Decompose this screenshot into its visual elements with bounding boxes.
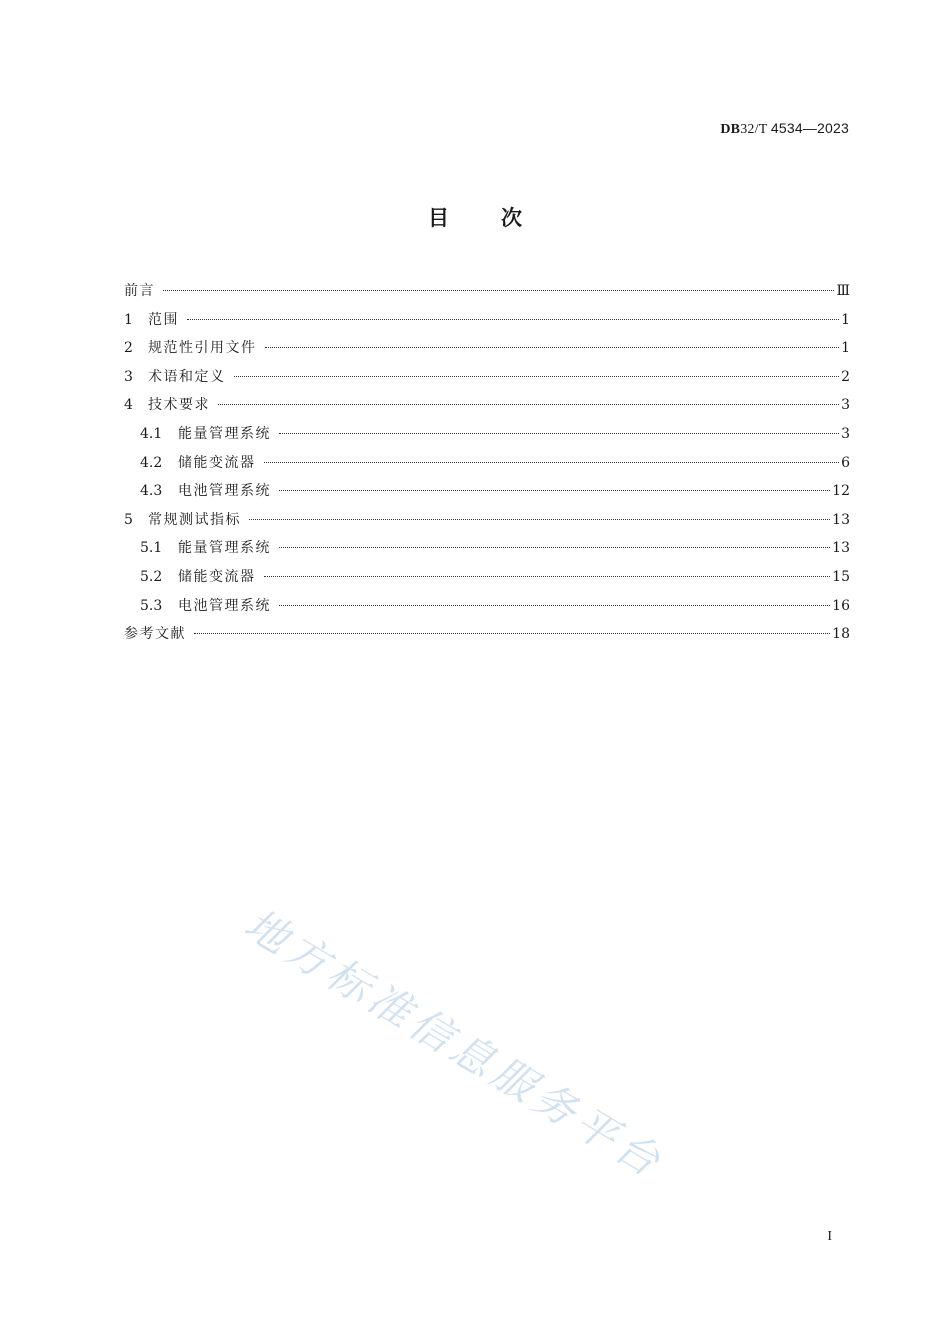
toc-entry-label: 范围	[148, 311, 179, 328]
toc-entry[interactable]	[124, 366, 850, 395]
toc-dot-leader	[279, 421, 839, 434]
toc-entry-page: 15	[832, 568, 850, 585]
toc-entry-number: 4.1	[140, 425, 163, 442]
toc-entry-page: 3	[841, 425, 850, 442]
toc-dot-leader	[249, 507, 830, 520]
toc-entry[interactable]	[124, 452, 850, 481]
toc-entry-label: 电池管理系统	[178, 483, 271, 500]
toc-entry[interactable]	[124, 537, 850, 566]
toc-dot-leader	[163, 278, 834, 291]
toc-entry-label: 储能变流器	[178, 454, 256, 471]
toc-entry[interactable]	[124, 280, 850, 309]
page-number: I	[827, 1229, 832, 1244]
toc-entry-number: 2	[124, 340, 133, 357]
toc-dot-leader	[264, 564, 831, 577]
toc-entry-label: 术语和定义	[148, 368, 226, 385]
toc-entry-number: 5	[124, 511, 133, 528]
toc-entry-page: 16	[832, 597, 850, 614]
toc-entry-number: 5.2	[140, 568, 163, 585]
toc-dot-leader	[264, 450, 840, 463]
toc-entry-label: 能量管理系统	[178, 540, 271, 557]
toc-entry[interactable]	[124, 309, 850, 338]
toc-entry-label: 常规测试指标	[148, 511, 241, 528]
toc-entry-page: 1	[841, 340, 850, 357]
toc-entry-page: 1	[841, 311, 850, 328]
toc-entry[interactable]	[124, 509, 850, 538]
toc-entry-page: 2	[841, 368, 850, 385]
toc-entry-label: 规范性引用文件	[148, 340, 257, 357]
toc-entry-label: 电池管理系统	[178, 597, 271, 614]
toc-entry-page: 12	[832, 483, 850, 500]
toc-entry[interactable]	[124, 337, 850, 366]
toc-entry-label: 储能变流器	[178, 568, 256, 585]
toc-dot-leader	[187, 307, 839, 320]
document-code-number: 4534—2023	[770, 120, 849, 136]
toc-entry-label: 能量管理系统	[178, 425, 271, 442]
toc-dot-leader	[279, 535, 830, 548]
toc-entry-label: 参考文献	[124, 626, 186, 643]
toc-entry-number: 3	[124, 368, 133, 385]
toc-entry-page: Ⅲ	[836, 283, 850, 299]
document-code-prefix: DB	[720, 122, 741, 137]
toc-dot-leader	[234, 364, 840, 377]
toc-entry-page: 13	[832, 540, 850, 557]
toc-entry-page: 3	[841, 397, 850, 414]
toc-entry-number: 4.3	[140, 483, 163, 500]
toc-entry-label: 前言	[124, 283, 155, 299]
watermark: 地方标准信息服务平台	[236, 899, 673, 1189]
toc-dot-leader	[218, 392, 839, 405]
toc-dot-leader	[279, 593, 830, 606]
toc-title: 目次	[428, 206, 574, 230]
toc-entry[interactable]	[124, 623, 850, 652]
table-of-contents	[124, 280, 850, 652]
toc-entry[interactable]	[124, 480, 850, 509]
toc-entry[interactable]	[124, 423, 850, 452]
document-code	[720, 120, 849, 138]
toc-dot-leader	[265, 335, 840, 348]
toc-entry-number: 4.2	[140, 454, 163, 471]
document-code-rest: 32/T	[740, 122, 771, 137]
toc-dot-leader	[194, 621, 830, 634]
toc-entry-number: 4	[124, 397, 133, 414]
toc-entry-page: 6	[841, 454, 850, 471]
toc-entry[interactable]	[124, 566, 850, 595]
toc-entry-page: 18	[832, 626, 850, 643]
toc-entry-number: 1	[124, 311, 133, 328]
toc-entry-number: 5.1	[140, 540, 163, 557]
toc-entry-page: 13	[832, 511, 850, 528]
toc-entry-number: 5.3	[140, 597, 163, 614]
toc-entry-label: 技术要求	[148, 397, 210, 414]
toc-entry[interactable]	[124, 595, 850, 624]
toc-entry[interactable]	[124, 394, 850, 423]
toc-dot-leader	[279, 478, 830, 491]
